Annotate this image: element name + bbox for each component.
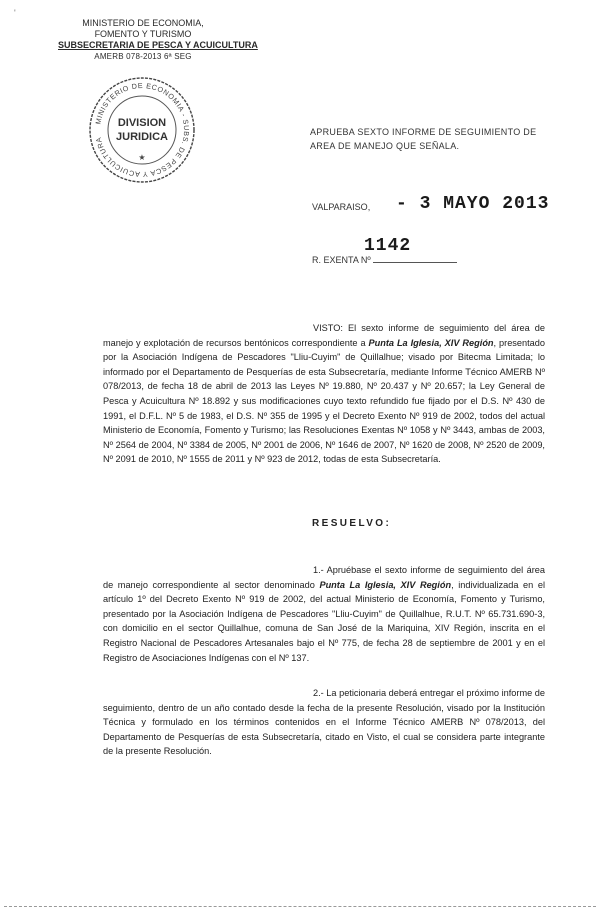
- item-1-paragraph: [103, 563, 545, 665]
- division-juridica-stamp: [86, 74, 198, 186]
- stamp-star-icon: ★: [138, 153, 146, 162]
- visto-sector: Punta La Iglesia, XIV Región: [368, 337, 494, 348]
- item-2-paragraph: [103, 686, 545, 759]
- item-1-text-1: 1.- Apruébase el sexto informe de seguimiento del área de manejo correspondiente al sector denominado: [103, 565, 545, 590]
- visto-text-2: , presentado por la Asociación Indígena de Pescadores "Lliu-Cuyim" de Quillalhue; visado por Bitecma Limitada; lo informado por el Departamento de Pesquerías de esta Subsecretaría, mediante Informe Técnico AMERB Nº 078/2013, de fecha 18 de abril de 2013 las Leyes Nº 19.880, Nº 20.437 y Nº 20.657; la Ley General de Pesca y Acuicultura Nº 18.892 y sus modificaciones cuyo texto refundido fue fijado por el D.S. Nº 430 de 1991, el D.F.L. Nº 5 de 1983, el D.S. Nº 355 de 1995 y el Decreto Exento Nº 919 de 2002, todos del actual Ministerio de Economía, Fomento y Turismo; las Resoluciones Exentas Nº 1058 y Nº 3443, ambas de 2003, Nº 2564 de 2004, Nº 3384 de 2005, Nº 2001 de 2006, Nº 1646 de 2007, Nº 1620 de 2008, Nº 2520 de 2009, Nº 2091 de 2010, Nº 1555 de 2011 y Nº 923 de 2012, todas de esta Subsecretaría.: [103, 337, 545, 465]
- stamp-seal: [86, 74, 198, 186]
- reference-code: AMERB 078-2013 6ª SEG: [94, 52, 192, 61]
- stamp-center-line-2: JURIDICA: [116, 131, 168, 143]
- place: VALPARAISO,: [312, 202, 371, 212]
- exenta-underline: [373, 254, 457, 263]
- visto-paragraph: [103, 321, 545, 467]
- item-1-sector: Punta La Iglesia, XIV Región: [319, 579, 452, 590]
- visto-text-1: VISTO: El sexto informe de seguimiento del área de manejo y explotación de recursos bentónicos correspondiente a: [103, 323, 545, 348]
- resolution-subject: APRUEBA SEXTO INFORME DE SEGUIMIENTO DE AREA DE MANEJO QUE SEÑALA.: [310, 127, 537, 151]
- ministry-line: MINISTERIO DE ECONOMIA,: [82, 18, 204, 28]
- corner-mark: ': [14, 8, 16, 18]
- ministry-line-2: FOMENTO Y TURISMO: [94, 29, 192, 39]
- stamp-center-line-1: DIVISION: [117, 117, 167, 129]
- date-stamp: - 3 MAYO 2013: [396, 194, 550, 214]
- item-2-text: 2.- La peticionaria deberá entregar el próximo informe de seguimiento, dentro de un año contado desde la fecha de la presente Resolución, visado por la Institución Técnica y formulado en los términos contenidos en el Informe Técnico AMERB Nº 078/2013, del Departamento de Pesquerías de esta Subsecretaría, citado en Visto, el cual se considera parte integrante de la presente Resolución.: [103, 688, 545, 757]
- letterhead: [58, 18, 258, 62]
- resuelvo-heading: RESUELVO:: [312, 518, 392, 529]
- page-bottom-rule: [4, 906, 596, 909]
- exenta-number: 1142: [364, 236, 412, 256]
- item-1-text-2: , individualizada en el artículo 1º del Decreto Exento Nº 919 de 2002, del actual Ministerio de Economía, Fomento y Turismo, presentado por la Asociación Indígena de Pescadores "Lliu-Cuyim" de Quillalhue, R.U.T. Nº 65.731.690-3, con domicilio en el sector Quillalhue, comuna de San José de la Mariquina, XIV Región, inscrita en el Registro Nacional de Pescadores Artesanales bajo el Nº 775, de fecha 28 de septiembre de 2001 y en el Registro de Asociaciones Indígenas con el Nº 137.: [103, 579, 545, 663]
- stamp-ring-text: MINISTERIO DE ECONOMIA - SUBS. DE PESCA Y ACUICULTURA: [93, 80, 192, 180]
- subsecretaria-line: SUBSECRETARIA DE PESCA Y ACUICULTURA: [58, 40, 258, 50]
- exenta-label: R. EXENTA Nº: [312, 255, 371, 265]
- exenta-line: [312, 254, 457, 265]
